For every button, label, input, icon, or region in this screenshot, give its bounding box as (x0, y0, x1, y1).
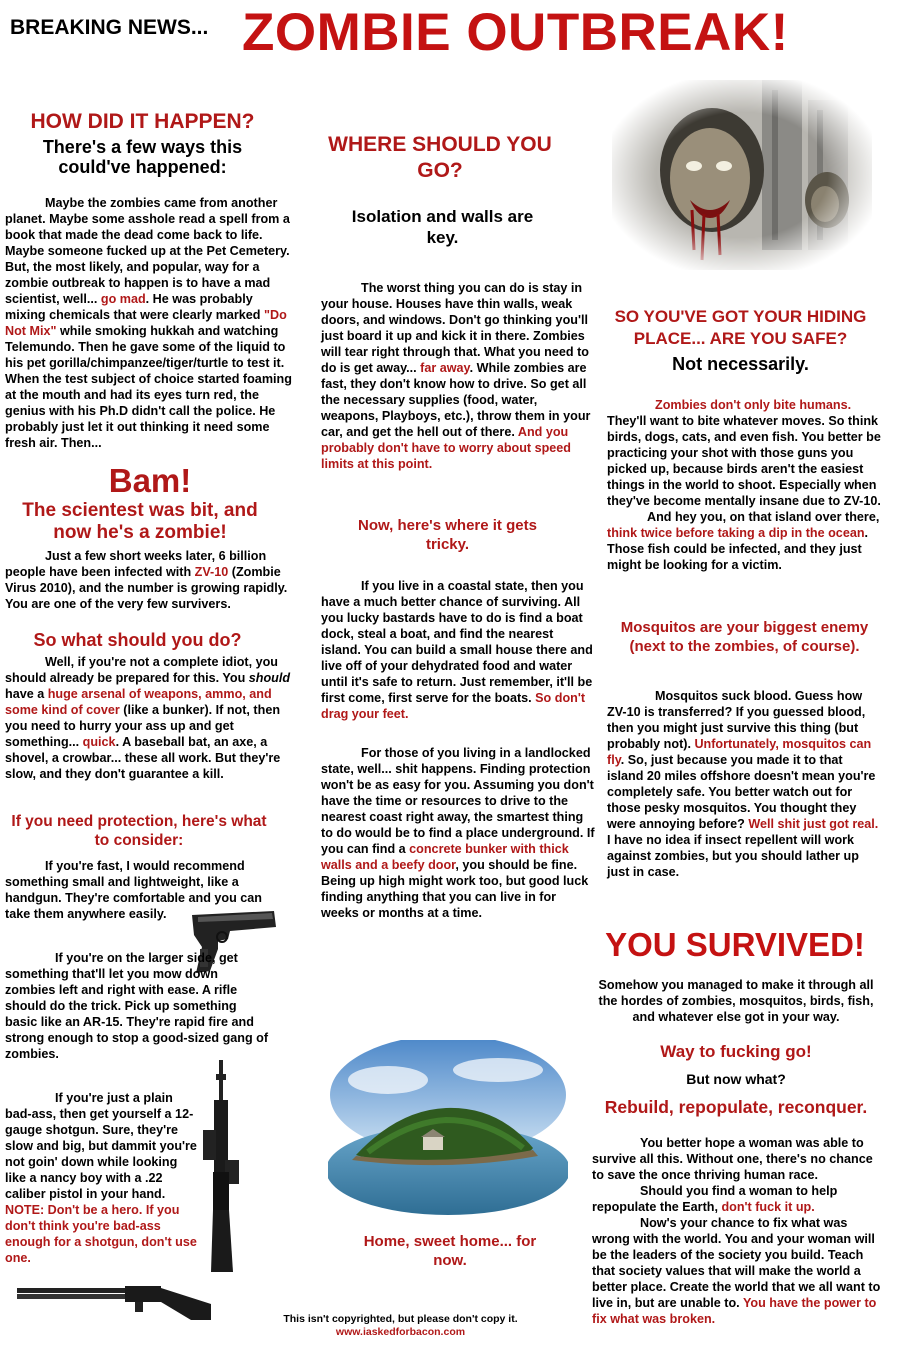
find-paragraph (592, 1183, 882, 1215)
island-text-b: . Those fish could be infected, and they just might be looking for a victim. (607, 526, 869, 572)
what-heading-wrap (5, 630, 270, 651)
shotgun-image (15, 1280, 215, 1324)
where-heading: WHERE SHOULD YOU GO? (328, 133, 552, 182)
survived-heading-wrap (585, 926, 885, 964)
island-paragraph (607, 509, 882, 573)
what-text-red-1: huge arsenal of weapons, ammo, and some kind of cover (5, 687, 272, 717)
tricky-heading: Now, here's where it gets tricky. (358, 517, 537, 553)
bite-text: They'll want to bite whatever moves. So think birds, dogs, cats, and even fish. You better be practicing your shot with those guns you picked up, because birds aren't the easiest things in the world to shoot. Especially when they've become mentally insane due to ZV-10. (607, 414, 881, 508)
island-text-a: And hey you, on that island over there, (647, 510, 880, 524)
how-paragraph (5, 195, 295, 451)
mosquito-paragraph (607, 688, 882, 880)
safe-subheading: Not necessarily. (672, 354, 809, 374)
tricky-heading-wrap (355, 516, 540, 554)
safe-heading: SO YOU'VE GOT YOUR HIDING PLACE... ARE YOU SAFE? (614, 307, 867, 348)
mosquito-heading: Mosquitos are your biggest enemy (next to the zombies, of course). (620, 619, 869, 655)
what-paragraph (5, 654, 295, 782)
col1-how-heading (5, 110, 280, 134)
now-what: But now what? (686, 1071, 786, 1087)
badass-paragraph (5, 1090, 200, 1266)
find-text: Should you find a woman to help repopulate the Earth, (592, 1184, 838, 1214)
find-text-red: don't fuck it up. (721, 1200, 815, 1214)
footer-url[interactable]: www.iaskedforbacon.com (335, 1326, 466, 1338)
where-text-red-1: far away (420, 361, 470, 375)
mosq-text-red-2: Well shit just got real. (748, 817, 879, 831)
larger-text: If you're on the larger side, get something that'll let you mow down zombies left and right with ease. A rifle should do the trick. Pick up something basic like an AR-15. They're rapid fire and strong enough to stop a good-sized gang of zombies. (5, 951, 269, 1061)
what-text-b: have a (5, 687, 48, 701)
where-paragraph (321, 280, 596, 472)
rebuild-paragraphs (592, 1135, 882, 1327)
where-sub-wrap (345, 206, 540, 248)
chance-text: Now's your chance to fix what was wrong with the world. You and your woman will be the leaders of the society you build. Teach that society values that will make the world a better place. Create the world that we all want to live in, but are unable to. (592, 1216, 881, 1310)
survived-text: Somehow you managed to make it through all the hordes of zombies, mosquitos, birds, fish, and whatever else got in your way. (598, 978, 874, 1024)
coastal-text: If you live in a coastal state, then you have a much better chance of surviving. All you lucky bastards have to do is find a boat dock, steal a boat, and find the nearest island. You can build a small house there and live off of your dehydrated food and water until it's safe to return. Just remember, it'll be first come, first serve for the boats. (321, 579, 593, 705)
mosq-heading-wrap (612, 618, 877, 656)
footer-note: This isn't copyrighted, but please don't copy it. (283, 1313, 518, 1325)
how-heading: HOW DID IT HAPPEN? (30, 110, 255, 133)
bit-text-red: ZV-10 (194, 565, 229, 579)
how-subheading-wrap (20, 137, 265, 177)
chance-text-red: You have the power to fix what was broken. (592, 1296, 877, 1326)
bite-paragraph (607, 397, 882, 573)
land-text-red: concrete bunker with thick walls and a beefy door (321, 842, 569, 872)
way-heading-wrap (588, 1042, 884, 1062)
badass-text: If you're just a plain bad-ass, then get yourself a 12-gauge shotgun. Sure, they're slow and big, but dammit you're not goin' down while looking like a nancy boy with a .22 caliber pistol in your hand. (5, 1091, 197, 1201)
what-text-c: (like a bunker). If not, then you need to hurry your ass up and get something... (5, 703, 281, 749)
mosq-text-c: I have no idea if insect repellent will work against zombies, but you should lather up just in case. (607, 833, 859, 879)
mosq-text-b: . So, just because you made it to that island 20 miles offshore doesn't mean you're completely safe. You better watch out for those pesky mosquitos. You thought they were annoying before? (607, 753, 876, 831)
landlocked-paragraph (321, 745, 596, 921)
larger-paragraph (5, 950, 270, 1062)
bite-text-red: Zombies don't only bite humans. (655, 398, 852, 412)
home-caption-wrap (350, 1232, 550, 1270)
now-what-wrap (588, 1071, 884, 1087)
island-image (328, 1040, 568, 1220)
fast-text: If you're fast, I would recommend something small and lightweight, like a handgun. They're comfortable and you can take them anywhere easily. (5, 859, 263, 921)
land-text-a: For those of you living in a landlocked state, well... shit happens. Finding protection won't be as easy for you. Assuming you don't have the time or resources to drive to the nearest coast right away, the smartest thing to do would be to find a place underground. If you can find a (321, 746, 595, 856)
what-text-red-2: quick (82, 735, 116, 749)
rifle-image (195, 1060, 245, 1275)
bit-heading-wrap (5, 500, 275, 544)
mosq-text-a: Mosquitos suck blood. Guess how ZV-10 is transferred? If you guessed blood, then you might just survive this thing (but probably not). (607, 689, 866, 751)
where-subheading: Isolation and walls are key. (351, 207, 534, 247)
rebuild-heading-wrap (588, 1097, 884, 1118)
how-text-red-2: "Do Not Mix" (5, 308, 287, 338)
rebuild-heading: Rebuild, repopulate, reconquer. (604, 1097, 868, 1117)
where-heading-wrap (325, 132, 555, 184)
protect-heading-wrap (5, 812, 273, 850)
badass-note: NOTE: Don't be a hero. If you don't think you're bad-ass enough for a shotgun, don't use one. (5, 1203, 197, 1265)
home-caption: Home, sweet home... for now. (363, 1233, 537, 1269)
mosq-text-red-1: Unfortunately, mosquitos can fly (607, 737, 872, 767)
safe-heading-wrap (598, 306, 883, 350)
how-text-a: Maybe the zombies came from another planet. Maybe some asshole read a spell from a book that made the dead come back to life. Maybe someone fucked up at the Pet Cemetery. But, the most likely, and popular, way for a zombie outbreak to happen is to have a mad scientist, well... (5, 196, 290, 306)
protect-heading: If you need protection, here's what to consider: (11, 813, 267, 849)
way-heading: Way to fucking go! (660, 1042, 812, 1061)
footer (258, 1313, 543, 1339)
safe-sub-wrap (598, 354, 883, 375)
where-text-b: . While zombies are fast, they don't know how to drive. So get all the necessary supplies (food, water, weapons, Playboys, etc.), throw them in your car, and get the hell out of there. (321, 361, 591, 439)
how-subheading: There's a few ways this could've happened: (42, 137, 243, 177)
page-title: ZOMBIE OUTBREAK! (242, 3, 789, 62)
survived-paragraph (588, 977, 884, 1025)
what-text-em: should (248, 671, 291, 685)
what-heading: So what should you do? (33, 630, 242, 650)
island-text-red: think twice before taking a dip in the ocean (607, 526, 865, 540)
where-text-a: The worst thing you can do is stay in your house. Houses have thin walls, weak doors, and windows. Don't go thinking you'll just board it up and kick it in there. Zombies will tear right through that. What you need to do is get away... (321, 281, 589, 375)
bit-paragraph (5, 548, 295, 612)
chance-paragraph (592, 1215, 882, 1327)
how-text-b: . He was probably mixing chemicals that were clearly marked (5, 292, 264, 322)
survived-heading: YOU SURVIVED! (605, 926, 865, 963)
bit-heading: The scientest was bit, and now he's a zombie! (22, 500, 258, 543)
coastal-paragraph (321, 578, 596, 722)
where-text-red-2: And you probably don't have to worry about speed limits at this point. (321, 425, 571, 471)
coastal-text-red: So don't drag your feet. (321, 691, 586, 721)
bam-heading: Bam! (108, 462, 192, 499)
land-text-b: , you should be fine. Being up high might work too, but good luck finding anything that you can live in for weeks or months at a time. (321, 858, 589, 920)
how-text-c: while smoking hukkah and watching Telemundo. Then he gave some of the liquid to his pet gorilla/chimpanzee/tiger/turtle to test it. When the test subject of choice started foaming at the mouth and had its eyes turn red, the genius with his Ph.D didn't call the police. He probably just let it out thinking it need some fresh air. Then... (5, 324, 292, 450)
header-kicker: BREAKING NEWS... (10, 16, 209, 39)
zombie-image (612, 80, 872, 270)
what-text-d: . A baseball bat, an axe, a shovel, a crowbar... these all work. But they're slow, and they don't guarantee a kill. (5, 735, 281, 781)
bam-wrap (5, 462, 295, 500)
how-text-red-1: go mad (100, 292, 146, 306)
bit-text-a: Just a few short weeks later, 6 billion people have been infected with (5, 549, 267, 579)
woman-text: You better hope a woman was able to survive all this. Without one, there's no chance to save the once thriving human race. (592, 1136, 873, 1182)
bit-text-b: (Zombie Virus 2010), and the number is growing rapidly. You are one of the very few survivers. (5, 565, 288, 611)
what-text-a: Well, if you're not a complete idiot, you should already be prepared for this. You (5, 655, 278, 685)
